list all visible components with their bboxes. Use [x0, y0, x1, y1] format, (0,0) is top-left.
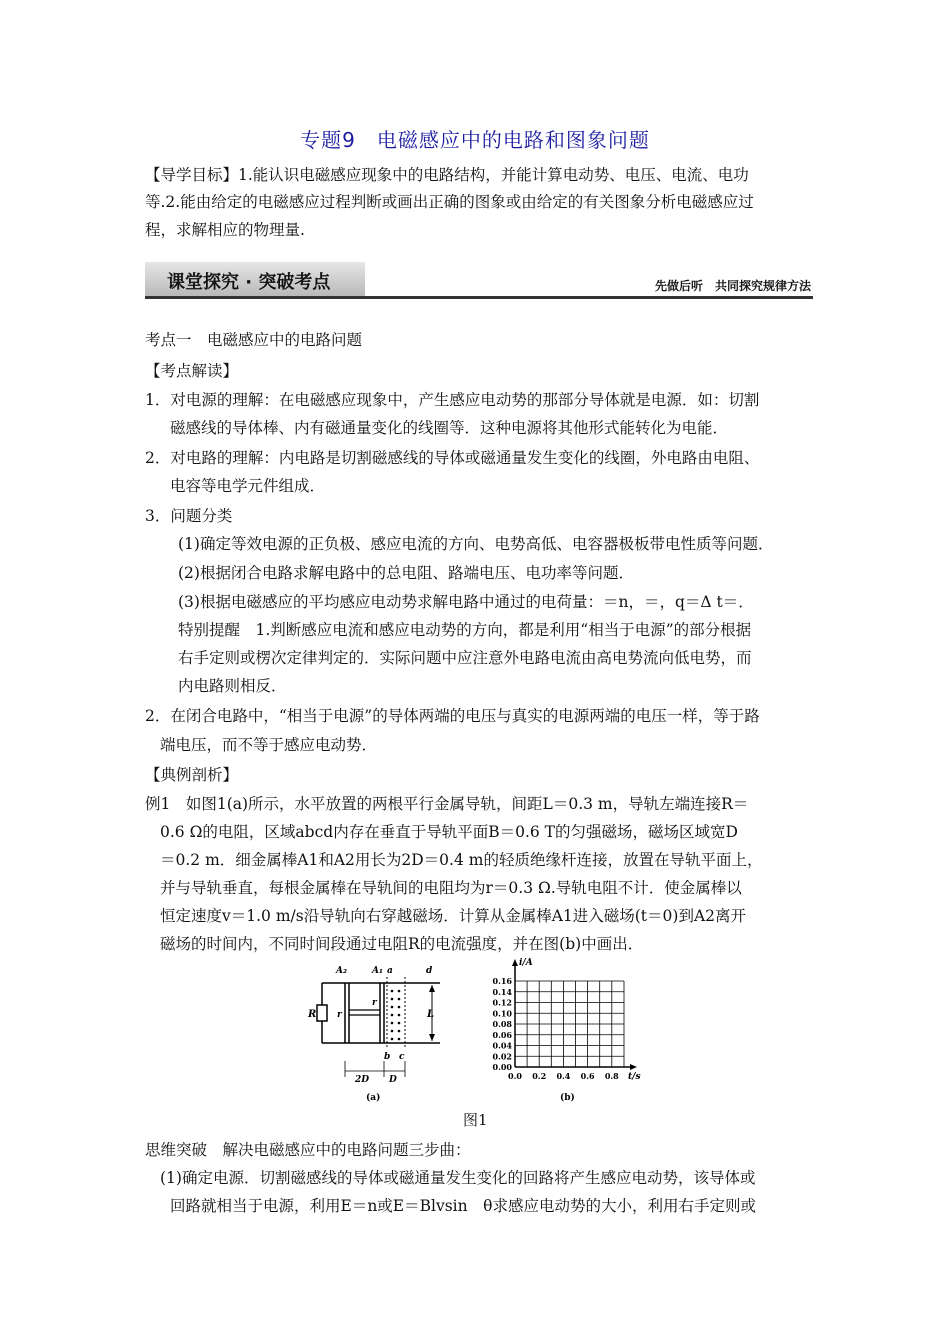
figure-b-label: (b) [560, 1093, 575, 1103]
x-tick: 0.8 [604, 1071, 619, 1081]
y-tick: 0.06 [492, 1029, 512, 1040]
section-banner [145, 262, 813, 300]
resistor-R [317, 1005, 327, 1021]
x-tick: 0.0 [508, 1071, 522, 1081]
body-line: 并与导轨垂直，每根金属棒在导轨间的电阻均为r＝0.3 Ω.导轨电阻不计．使金属棒以 [160, 879, 742, 897]
y-ticks [493, 976, 513, 1072]
x-tick: 0.2 [532, 1071, 547, 1081]
label-D: D [389, 1075, 397, 1085]
label-2D: 2D [355, 1075, 370, 1085]
circuit-diagram [300, 955, 450, 1105]
body-line: 2．对电路的理解：内电路是切割磁感线的导体或磁通量发生变化的线圈，外电路由电阻、 [145, 449, 760, 467]
y-axis-label: i/A [519, 958, 533, 968]
body-line: 思维突破 解决电磁感应中的电路问题三步曲： [145, 1141, 471, 1159]
x-tick: 0.6 [580, 1071, 595, 1081]
label-L: L [427, 1009, 435, 1020]
body-line: 电容等电学元件组成． [170, 477, 326, 495]
figure-caption: 图1 [463, 1111, 488, 1129]
body-line: 2．在闭合电路中，“相当于电源”的导体两端的电压与真实的电源两端的电压一样，等于路 [145, 707, 760, 725]
body-line: 3．问题分类 [145, 507, 233, 525]
label-A1: A₁ [372, 966, 383, 976]
body-line: 恒定速度v＝1.0 m/s沿导轨向右穿越磁场．计算从金属棒A1进入磁场(t＝0)到A2离开 [160, 907, 747, 925]
x-ticks [508, 1071, 619, 1081]
intro-line: 程，求解相应的物理量. [145, 221, 305, 239]
body-line: ＝0.2 m．细金属棒A1和A2用长为2D＝0.4 m的轻质绝缘杆连接，放置在导轨平面上， [160, 851, 763, 869]
body-line: (1)确定等效电源的正负极、感应电流的方向、电势高低、电容器极板带电性质等问题． [178, 535, 774, 553]
body-line: 回路就相当于电源，利用E＝n或E＝Blvsin θ求感应电动势的大小，利用右手定则或 [170, 1197, 756, 1215]
label-d: d [426, 966, 433, 976]
intro-line: 【导学目标】1.能认识电磁感应现象中的电路结构，并能计算电动势、电压、电流、电功 [145, 166, 749, 184]
y-tick: 0.12 [492, 997, 512, 1008]
body-line: (2)根据闭合电路求解电路中的总电阻、路端电压、电功率等问题． [178, 564, 634, 582]
label-a: a [387, 966, 393, 976]
magnetic-field-dots [391, 990, 401, 1041]
body-line: 端电压，而不等于感应电动势． [160, 736, 378, 754]
y-tick: 0.02 [492, 1051, 512, 1062]
body-line: 例1 如图1(a)所示，水平放置的两根平行金属导轨，间距L＝0.3 m，导轨左端连接R＝ [145, 795, 749, 813]
page-title: 专题9 电磁感应中的电路和图象问题 [300, 128, 650, 152]
grid-lines [515, 963, 633, 1067]
body-line: 磁场的时间内，不同时间段通过电阻R的电流强度，并在图(b)中画出． [160, 935, 644, 953]
sub-heading: 【典例剖析】 [145, 766, 239, 784]
body-line: 0.6 Ω的电阻，区域abcd内存在垂直于导轨平面B＝0.6 T的匀强磁场，磁场区域宽D [160, 823, 738, 841]
body-line: 1．对电源的理解：在电磁感应现象中，产生感应电动势的那部分导体就是电源．如：切割 [145, 391, 760, 409]
label-r-left: r [337, 1010, 342, 1020]
label-b: b [384, 1052, 391, 1062]
banner-rule [145, 296, 813, 299]
label-c: c [399, 1052, 405, 1062]
body-line: 右手定则或楞次定律判定的．实际问题中应注意外电路电流由高电势流向低电势，而 [178, 649, 752, 667]
label-r-right: r [372, 998, 377, 1008]
y-tick: 0.14 [492, 986, 512, 997]
x-axis-label: t/s [628, 1072, 641, 1082]
banner-title: 课堂探究 · 突破考点 [167, 272, 331, 293]
banner-subtitle: 先做后听 共同探究规律方法 [654, 279, 811, 293]
body-line: 磁感线的导体棒、内有磁通量变化的线圈等．这种电源将其他形式能转化为电能． [170, 419, 729, 437]
current-time-grid [478, 955, 648, 1105]
figure-a-label: (a) [366, 1093, 381, 1103]
y-tick: 0.10 [492, 1008, 512, 1019]
section-heading: 考点一 电磁感应中的电路问题 [145, 331, 363, 349]
y-tick: 0.16 [492, 976, 512, 986]
y-tick: 0.04 [492, 1040, 512, 1051]
label-R: R [308, 1009, 317, 1020]
y-tick: 0.08 [492, 1019, 512, 1029]
body-line: 内电路则相反． [178, 677, 287, 695]
intro-line: 等.2.能由给定的电磁感应过程判断或画出正确的图象或由给定的有关图象分析电磁感应过 [145, 193, 754, 211]
body-line: (1)确定电源．切割磁感线的导体或磁通量发生变化的回路将产生感应电动势，该导体或 [160, 1169, 756, 1187]
body-line: (3)根据电磁感应的平均感应电动势求解电路中通过的电荷量：＝n，＝，q＝Δ t＝． [178, 593, 754, 611]
sub-heading: 【考点解读】 [145, 362, 239, 380]
y-tick: 0.00 [492, 1062, 512, 1072]
body-line: 特别提醒 1.判断感应电流和感应电动势的方向，都是利用“相当于电源”的部分根据 [178, 621, 752, 639]
label-A2: A₂ [336, 966, 347, 976]
x-tick: 0.4 [556, 1071, 571, 1081]
